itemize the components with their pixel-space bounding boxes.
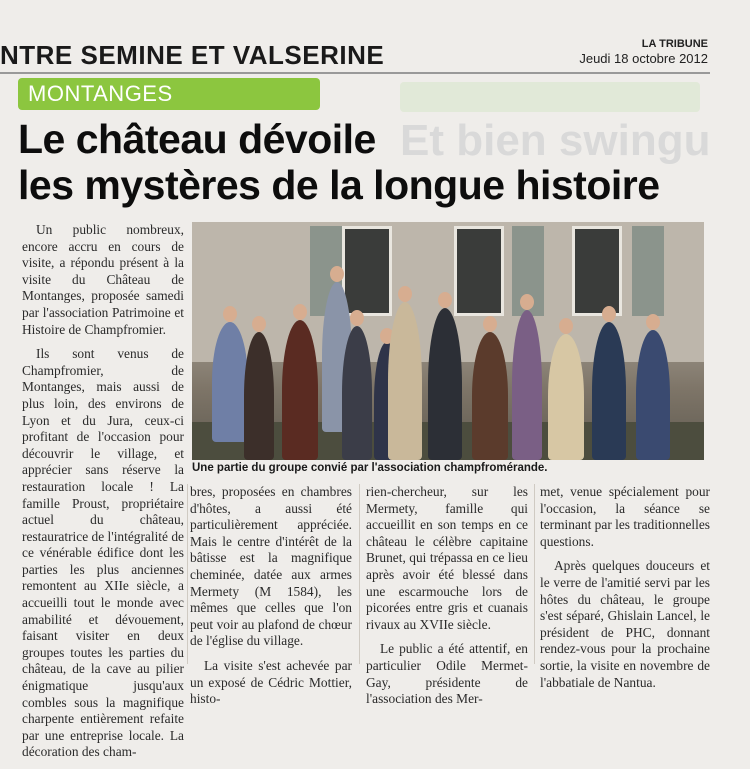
photo-person [428, 308, 462, 460]
photo-person [212, 322, 248, 442]
paragraph: Un public nombreux, encore accru en cours de visite, a répondu présent à la visite du Château de Montanges, proposée samedi par l'association Patrimoine et Histoire de Champfromier. [22, 222, 184, 337]
photo-caption: Une partie du groupe convié par l'association champfromérande. [192, 462, 548, 474]
photo-person-head [646, 314, 660, 330]
column-divider [187, 484, 188, 664]
paragraph: Ils sont venus de Champfromier, de Montanges, mais aussi de plus loin, des environs de Lyon et du Jura, ceux-ci profitant de l'occasion pour découvrir le village, et apprécier sans réserve la restauration locale ! La famille Proust, propriétaire actuel du château, restauratrice de l'intégralité de ce vénérable édifice dont les parties les plus anciennes remontent au XIIe siècle, a accueilli tout le monde avec amabilité et dévouement, faisant visiter en deux groupes toutes les parties du château, de la cave au pilier énigmatique jusqu'aux combles sous la magnifique charpente entièrement refaite par une entreprise locale. La décoration des cham- [22, 346, 184, 760]
photo-person-head [398, 286, 412, 302]
paragraph: rien-chercheur, sur les Mermety, famille qui accueillit en son temps en ce château le célèbre capitaine Brunet, qui trépassa en ce lieu après avoir été blessé dans une escarmouche lors de picorées entre gris et cuanais rivaux au XVIIe siècle. [366, 484, 528, 632]
kicker-label: MONTANGES [28, 81, 173, 106]
paragraph: La visite s'est achevée par un exposé de Cédric Mottier, histo- [190, 657, 352, 707]
photo-window [572, 226, 622, 316]
photo-person [282, 320, 318, 460]
headline-line-2: les mystères de la longue histoire [18, 162, 660, 208]
photo-person-head [559, 318, 573, 334]
paragraph: Le public a été attentif, en particulier Odile Mermet-Gay, présidente de l'association des Mer- [366, 641, 528, 707]
paragraph: met, venue spécialement pour l'occasion, la séance se terminant par les traditionnelles questions. [540, 484, 710, 549]
photo-person [342, 326, 372, 460]
photo-person-head [223, 306, 237, 322]
column-divider [534, 484, 535, 664]
photo-person-head [483, 316, 497, 332]
bleed-through-headline: Et bien swingu [400, 116, 711, 165]
photo-person [472, 332, 508, 460]
article-column-2 [190, 484, 352, 716]
column-divider [359, 484, 360, 664]
photo-person-head [293, 304, 307, 320]
article-headline [18, 116, 718, 208]
photo-person-head [350, 310, 364, 326]
paragraph: Après quelques douceurs et le verre de l'amitié servi par les hôtes du château, le groupe s'est séparé, Ghislain Lancel, le président de PHC, donnant rendez-vous pour la prochaine sortie, la visite en novembre de l'abbatiale de Nantua. [540, 558, 710, 690]
paragraph: bres, proposées en chambres d'hôtes, a aussi été particulièrement appréciée. Mais le centre d'intérêt de la bâtisse est la magnifique cheminée, datée aux armes Mermety (M 1584), les mêmes que celles que l'on peut voir au plafond de chœur de l'église du village. [190, 484, 352, 649]
newspaper-name: LA TRIBUNE [641, 38, 708, 50]
photo-window [454, 226, 504, 316]
article-column-3 [366, 484, 528, 716]
article-column-4 [540, 484, 710, 699]
photo-person-head [330, 266, 344, 282]
header-rule [0, 72, 710, 74]
location-kicker [18, 78, 320, 110]
photo-shutter [632, 226, 664, 316]
photo-person-head [602, 306, 616, 322]
headline-line-1: Le château dévoile [18, 116, 376, 162]
photo-person [512, 310, 542, 460]
photo-person [636, 330, 670, 460]
article-column-1 [22, 222, 184, 769]
photo-person [592, 322, 626, 460]
section-title: NTRE SEMINE ET VALSERINE [0, 40, 385, 70]
photo-person-head [438, 292, 452, 308]
group-photo [192, 222, 704, 460]
photo-person [244, 332, 274, 460]
photo-person-head [252, 316, 266, 332]
bleed-through-tag [400, 82, 700, 112]
publication-date: Jeudi 18 octobre 2012 [579, 51, 708, 66]
photo-person-head [520, 294, 534, 310]
photo-window [342, 226, 392, 316]
photo-person [548, 334, 584, 460]
photo-person [388, 302, 422, 460]
